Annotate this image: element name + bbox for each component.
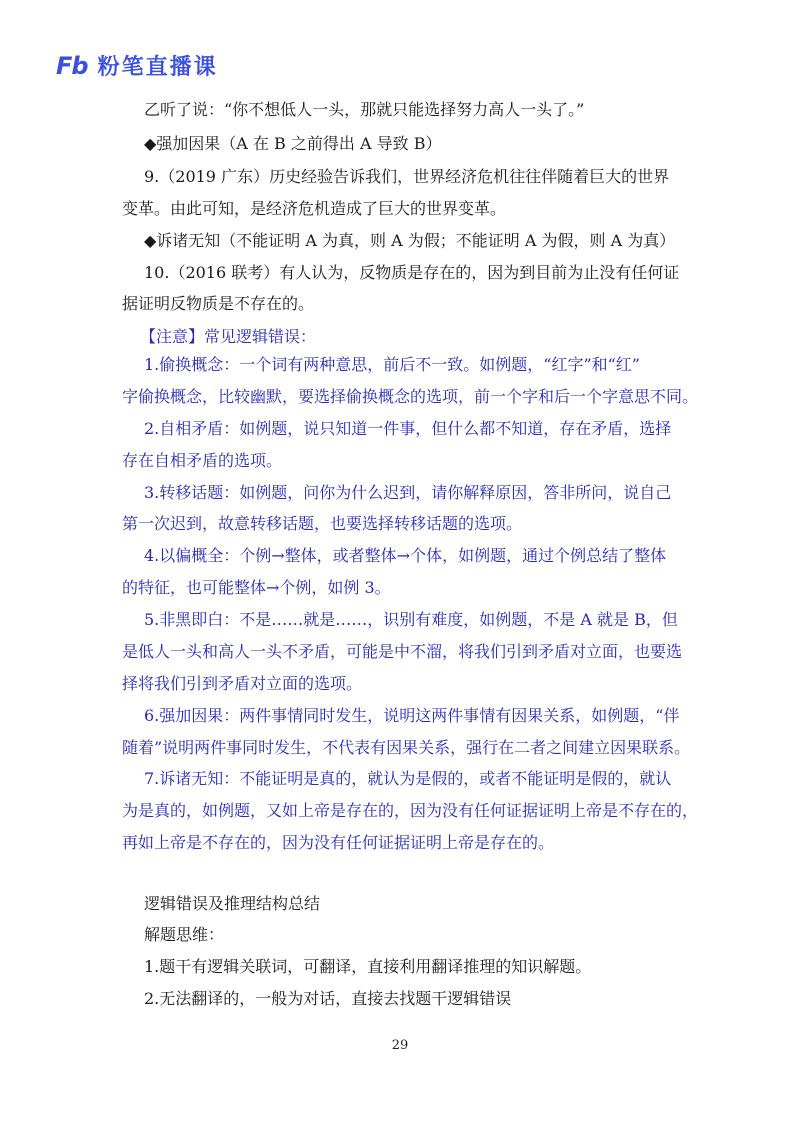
note-line: 存在自相矛盾的选项。 [122, 451, 283, 470]
note-line: 为是真的，如例题，又如上帝是存在的，因为没有任何证据证明上帝是不存在的， [122, 801, 699, 820]
text-line: 变革。由此可知，是经济危机造成了巨大的世界变革。 [122, 199, 507, 218]
text-line: 2.无法翻译的，一般为对话，直接去找题干逻辑错误 [144, 989, 512, 1008]
text-line: 据证明反物质是不存在的。 [122, 294, 315, 313]
note-line: 随着”说明两件事同时发生，不代表有因果关系，强行在二者之间建立因果联系。 [122, 738, 691, 757]
note-line: 4.以偏概全：个例→整体，或者整体→个体，如例题，通过个例总结了整体 [144, 546, 667, 565]
note-heading: 【注意】常见逻辑错误： [140, 327, 317, 346]
text-line: 10.（2016 联考）有人认为，反物质是存在的，因为到目前为止没有任何证 [144, 263, 680, 282]
note-line: 字偷换概念，比较幽默，要选择偷换概念的选项，前一个字和后一个字意思不同。 [122, 387, 699, 406]
section-heading: 逻辑错误及推理结构总结 [144, 894, 321, 913]
text-line: ◆诉诸无知（不能证明 A 为真，则 A 为假；不能证明 A 为假，则 A 为真） [144, 231, 676, 250]
note-line: 的特征，也可能整体→个例，如例 3。 [122, 578, 391, 597]
note-line: 第一次迟到，故意转移话题，也要选择转移话题的选项。 [122, 514, 523, 533]
note-line: 6.强加因果：两件事情同时发生，说明这两件事情有因果关系，如例题，“伴 [144, 706, 680, 725]
note-line: 是低人一头和高人一头不矛盾，可能是中不溜，将我们引到矛盾对立面，也要选 [122, 642, 683, 661]
page-number: 29 [391, 1038, 409, 1053]
note-line: 再如上帝是不存在的，因为没有任何证据证明上帝是存在的。 [122, 833, 555, 852]
note-line: 1.偷换概念：一个词有两种意思，前后不一致。如例题，“红字”和“红” [144, 355, 640, 374]
note-line: 3.转移话题：如例题，问你为什么迟到，请你解释原因，答非所问，说自己 [144, 483, 672, 502]
text-line: 乙听了说：“你不想低人一头，那就只能选择努力高人一头了。” [144, 100, 585, 119]
note-line: 2.自相矛盾：如例题，说只知道一件事，但什么都不知道，存在矛盾，选择 [144, 419, 672, 438]
note-line: 5.非黑即白：不是……就是……，识别有难度，如例题，不是 A 就是 B，但 [144, 610, 678, 629]
logo-text: 粉笔直播课 [97, 55, 218, 80]
text-line: ◆强加因果（A 在 B 之前得出 A 导致 B） [144, 134, 442, 153]
text-line: 解题思维： [144, 925, 225, 944]
brand-logo [56, 50, 218, 81]
note-line: 择将我们引到矛盾对立面的选项。 [122, 674, 363, 693]
logo-icon: Fb [56, 51, 88, 80]
note-line: 7.诉诸无知：不能证明是真的，就认为是假的，或者不能证明是假的，就认 [144, 769, 672, 788]
text-line: 9.（2019 广东）历史经验告诉我们，世界经济危机往往伴随着巨大的世界 [144, 167, 670, 186]
text-line: 1.题干有逻辑关联词，可翻译，直接利用翻译推理的知识解题。 [144, 957, 592, 976]
